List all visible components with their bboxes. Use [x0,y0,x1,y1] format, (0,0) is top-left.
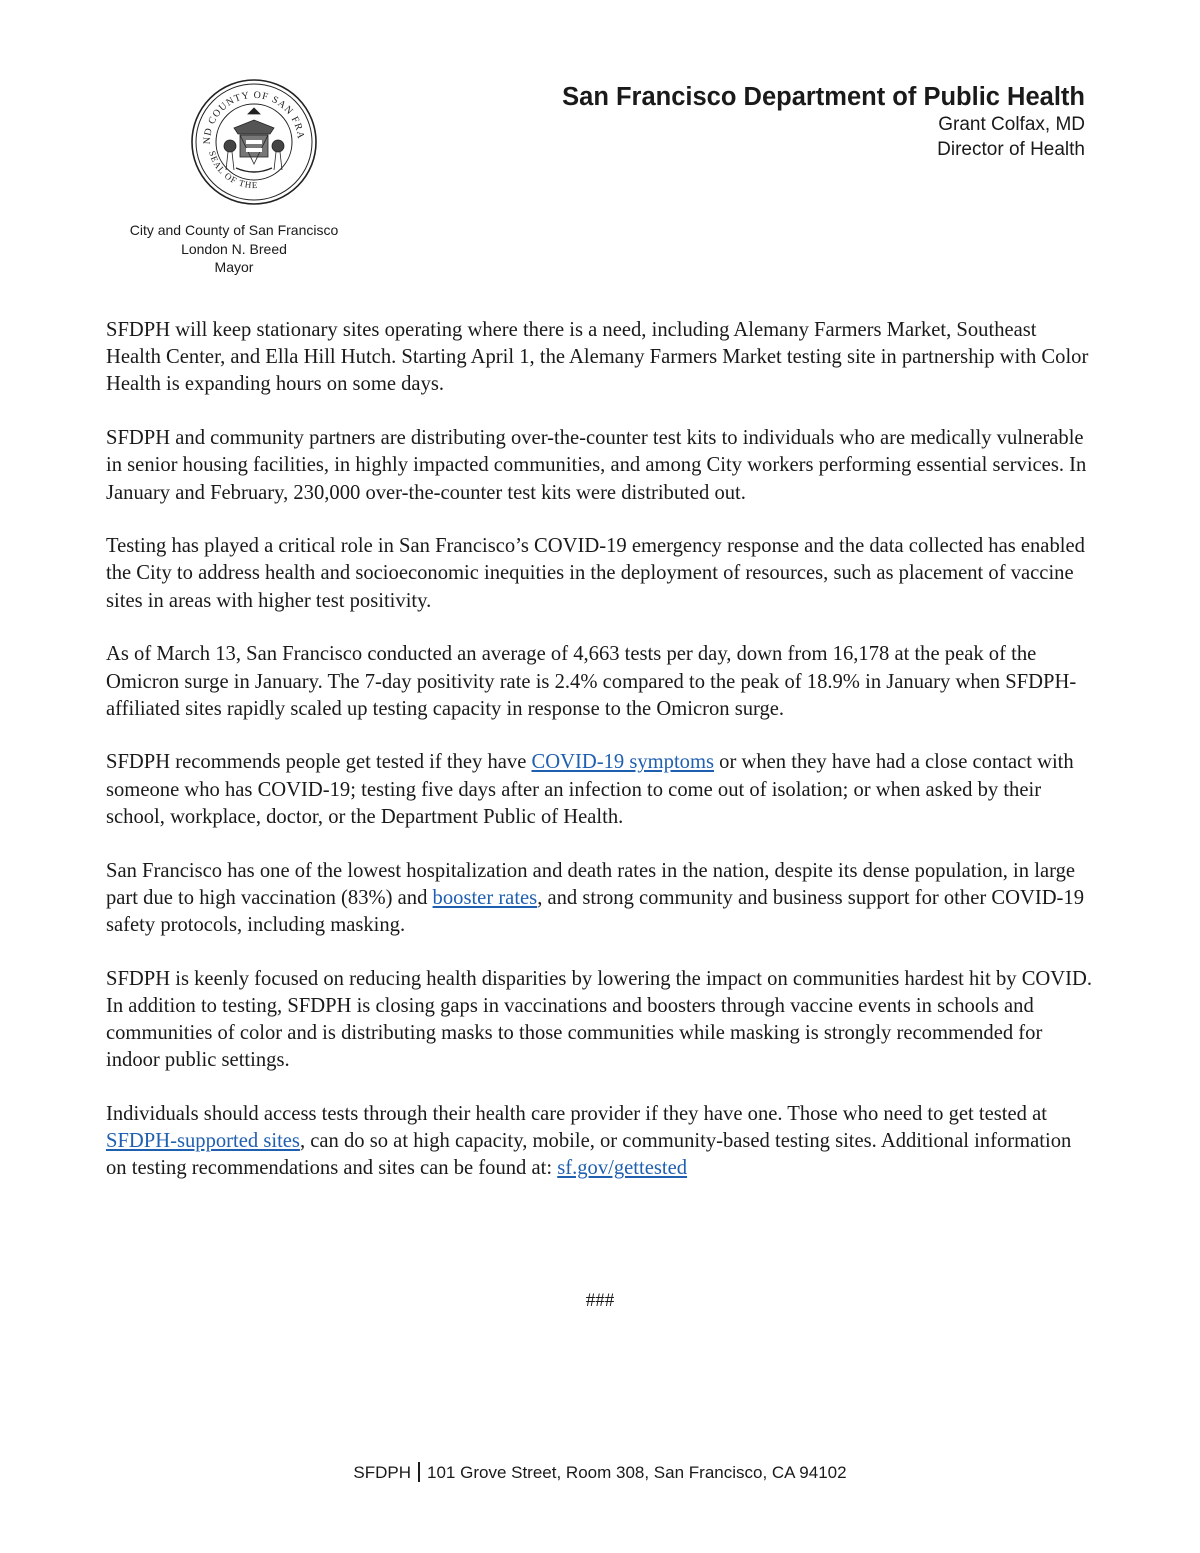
paragraph-access-tests [106,1101,1096,1183]
paragraph-health-disparities: SFDPH is keenly focused on reducing health disparities by lowering the impact on communities hardest hit by COVID. In addition to testing, SFDPH is closing gaps in vaccinations and boosters through vaccine events in schools and communities of color and is distributing masks to those communities while masking is strongly recommended for indoor public settings. [106,967,1093,1072]
mayor-name: London N. Breed [181,240,287,257]
paragraph-stationary-sites: SFDPH will keep stationary sites operating where there is a need, including Alemany Farmers Market, Southeast Health Center, and Ella Hill Hutch. Starting April 1, the Alemany Farmers Market testing site in partnership with Color Health is expanding hours on some days. [106,319,1089,396]
director-name: Grant Colfax, MD [938,114,1085,135]
paragraph-text: or when they have had a close contact with someone who has COVID-19; testing five days after an infection to come out of isolation; or when asked by their school, workplace, doctor, or the Department Public of Health. [106,751,1074,828]
paragraph-testing-role: Testing has played a critical role in San Francisco’s COVID-19 emergency response and the data collected has enabled the City to address health and socioeconomic inequities in the deployment of resources, such as placement of vaccine sites in areas with higher test positivity. [106,535,1085,612]
seal-ring-text: ND COUNTY OF SAN FRA [201,89,307,145]
city-county-seal-icon [190,78,318,206]
svg-text:CITY AND COUNTY OF SAN FRANCIS [190,78,306,144]
paragraph-text: , can do so at high capacity, mobile, or community-based testing sites. Additional information on testing recommendations and sites can be found at: [106,1130,1072,1180]
department-title: San Francisco Department of Public Health [562,83,1085,111]
footer [0,1462,1200,1483]
footer-separator [418,1462,420,1482]
sf-gov-gettested-link[interactable]: sf.gov/gettested [557,1157,688,1180]
paragraph-text: San Francisco has one of the lowest hospitalization and death rates in the nation, despite its dense population, in large part due to high vaccination (83%) and [106,859,1076,909]
city-county-label: City and County of San Francisco [129,222,339,238]
paragraph-hospitalization [106,858,1096,940]
footer-org: SFDPH [353,1463,412,1482]
paragraph-testing-stats: As of March 13, San Francisco conducted an average of 4,663 tests per day, down from 16,178 at the peak of the Omicron surge in January. The 7-day positivity rate is 2.4% compared to the peak of 18.9% in January when SFDPH-affiliated sites rapidly scaled up testing capacity in response to the Omicron surge. [106,643,1077,720]
mayor-title: Mayor [214,259,254,275]
paragraph-text: SFDPH recommends people get tested if they have [106,751,532,774]
paragraph-test-kits: SFDPH and community partners are distributing over-the-counter test kits to individuals who are medically vulnerable in senior housing facilities, in highly impacted communities, and among City workers performing essential services. In January and February, 230,000 over-the-counter test kits were distributed out. [106,427,1087,504]
booster-rates-link[interactable]: booster rates [432,886,538,909]
paragraph-recommendations [106,749,1096,831]
mayor-caption [106,221,362,277]
footer-address: 101 Grove Street, Room 308, San Francisco, CA 94102 [427,1463,847,1482]
paragraph-text: Individuals should access tests through their health care provider if they have one. Those who need to get tested at [106,1102,1047,1125]
end-marks: ### [585,1290,615,1311]
covid-symptoms-link[interactable]: COVID-19 symptoms [531,751,715,774]
paragraph-text: , and strong community and business support for other COVID-19 safety protocols, including masking. [106,886,1085,936]
director-title: Director of Health [937,139,1085,160]
department-header [562,82,1085,162]
sfdph-supported-sites-link[interactable]: SFDPH-supported sites [106,1130,300,1153]
press-release-body [106,317,1096,1209]
seal-ring-bottom-text: SEAL OF THE [207,149,259,191]
